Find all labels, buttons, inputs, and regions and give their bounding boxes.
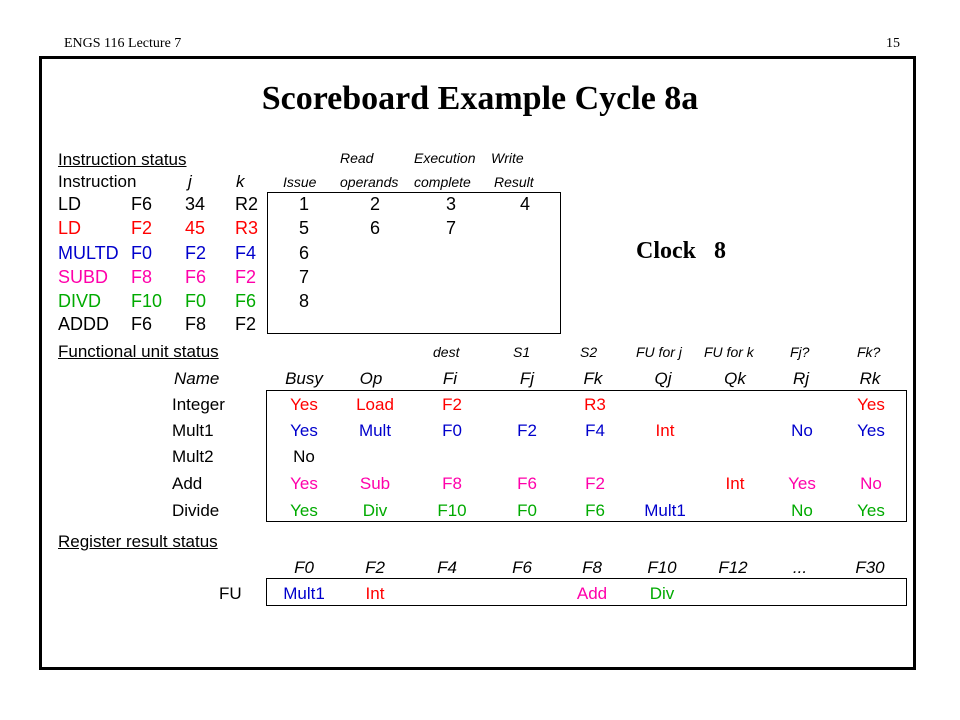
- fu-fk: F6: [585, 501, 605, 520]
- fu-rk: Yes: [857, 421, 885, 440]
- instr-issue: 1: [298, 194, 309, 214]
- instr-k: F4: [235, 243, 257, 263]
- fu-header-fk: Fk?: [857, 344, 881, 360]
- instr-dest: F6: [131, 194, 153, 214]
- fu-busy: Yes: [290, 421, 318, 440]
- fu-fi: F2: [442, 395, 462, 414]
- clock-display: [636, 238, 726, 265]
- slide-title: Scoreboard Example Cycle 8a: [261, 80, 699, 117]
- header-page-number: 15: [886, 36, 900, 51]
- fu-busy: No: [293, 447, 315, 466]
- fu-header-s2: S2: [580, 344, 598, 360]
- instruction-status-label: Instruction status: [58, 150, 187, 169]
- header-issue: Issue: [283, 174, 317, 190]
- instr-op: ADDD: [58, 314, 110, 334]
- instr-k: R3: [235, 218, 259, 238]
- instr-read-operands: 2: [369, 194, 380, 214]
- register-header: F10: [647, 558, 677, 577]
- fu-header-fj: Fj: [519, 369, 535, 388]
- instr-dest: F10: [131, 291, 163, 311]
- fu-fi: F8: [442, 474, 462, 493]
- register-header: F30: [855, 558, 885, 577]
- fu-header-name: Name: [174, 369, 220, 388]
- fu-rk: Yes: [857, 395, 885, 414]
- header-read: Read: [340, 150, 374, 166]
- fu-header-s1: S1: [513, 344, 531, 360]
- fu-header-fi: Fi: [442, 369, 458, 388]
- instr-k: R2: [235, 194, 259, 214]
- instr-dest: F2: [131, 218, 153, 238]
- instr-k: F6: [235, 291, 257, 311]
- fu-rj: Yes: [788, 474, 816, 493]
- instr-j: 45: [185, 218, 206, 238]
- instr-k: F2: [235, 314, 257, 334]
- fu-name: Mult1: [172, 421, 214, 440]
- fu-header-fk: Fk: [583, 369, 603, 388]
- fu-header-qj: Qj: [654, 369, 672, 388]
- fu-header-fj: Fj?: [790, 344, 810, 360]
- instr-issue: 7: [298, 267, 309, 287]
- register-value: Add: [576, 584, 608, 603]
- instr-op: LD: [58, 194, 82, 214]
- register-header: F4: [437, 558, 457, 577]
- fu-header-busy: Busy: [285, 369, 323, 388]
- instr-issue: 8: [298, 291, 309, 311]
- fu-fk: F2: [585, 474, 605, 493]
- clock-value: 8: [714, 238, 726, 264]
- header-operands: operands: [340, 174, 399, 190]
- fu-op: Mult: [358, 421, 392, 440]
- fu-fj: F6: [517, 474, 537, 493]
- register-header: F0: [294, 558, 314, 577]
- header-complete: complete: [414, 174, 471, 190]
- register-header: F12: [718, 558, 748, 577]
- register-value: Div: [649, 584, 675, 603]
- header-instruction: Instruction: [58, 172, 137, 191]
- instr-dest: F0: [131, 243, 153, 263]
- fu-qj: Mult1: [644, 501, 686, 520]
- register-header: F6: [512, 558, 532, 577]
- register-value: Int: [365, 584, 385, 603]
- fu-header-rk: Rk: [859, 369, 881, 388]
- instr-j: 34: [185, 194, 206, 214]
- instr-read-operands: 6: [369, 218, 380, 238]
- header-result: Result: [494, 174, 534, 190]
- fu-busy: Yes: [290, 501, 318, 520]
- instr-op: LD: [58, 218, 82, 238]
- fu-qj: Int: [655, 421, 675, 440]
- fu-name: Integer: [172, 395, 225, 414]
- instr-dest: F8: [131, 267, 153, 287]
- fu-fj: F0: [517, 501, 537, 520]
- fu-fi: F10: [437, 501, 467, 520]
- fu-fi: F0: [442, 421, 462, 440]
- fu-busy: Yes: [290, 474, 318, 493]
- register-value: Mult1: [283, 584, 325, 603]
- header-k: k: [236, 172, 245, 191]
- register-header: F2: [365, 558, 385, 577]
- fu-rj: No: [791, 501, 813, 520]
- instr-j: F6: [185, 267, 207, 287]
- instr-j: F8: [185, 314, 207, 334]
- fu-header-fu-for-k: FU for k: [704, 344, 754, 360]
- instr-op: MULTD: [58, 243, 119, 263]
- fu-fk: R3: [584, 395, 606, 414]
- fu-busy: Yes: [290, 395, 318, 414]
- instr-exec-complete: 3: [445, 194, 456, 214]
- fu-op: Div: [362, 501, 388, 520]
- fu-op: Sub: [359, 474, 391, 493]
- instr-k: F2: [235, 267, 257, 287]
- header-write: Write: [491, 150, 524, 166]
- instr-op: DIVD: [58, 291, 102, 311]
- fu-header-dest: dest: [433, 344, 460, 360]
- fu-op: Load: [356, 395, 394, 414]
- register-header: F8: [582, 558, 602, 577]
- instr-dest: F6: [131, 314, 153, 334]
- register-result-status-label: Register result status: [58, 532, 218, 551]
- header-j: j: [188, 172, 192, 191]
- fu-header-op: Op: [359, 369, 383, 388]
- fu-name: Mult2: [172, 447, 214, 466]
- fu-rj: No: [791, 421, 813, 440]
- instr-j: F0: [185, 291, 207, 311]
- instr-j: F2: [185, 243, 207, 263]
- functional-unit-status-label: Functional unit status: [58, 342, 219, 361]
- instr-write-result: 4: [519, 194, 530, 214]
- instruction-status-box: [267, 192, 561, 334]
- instr-op: SUBD: [58, 267, 109, 287]
- fu-rk: No: [860, 474, 882, 493]
- instr-issue: 5: [298, 218, 309, 238]
- fu-name: Divide: [172, 501, 220, 520]
- instr-exec-complete: 7: [445, 218, 456, 238]
- header-course-label: ENGS 116 Lecture 7: [64, 36, 182, 51]
- header-execution: Execution: [414, 150, 476, 166]
- fu-fk: F4: [585, 421, 605, 440]
- instr-issue: 6: [298, 243, 309, 263]
- register-row-label: FU: [219, 584, 242, 603]
- clock-label: Clock: [636, 238, 696, 264]
- fu-qk: Int: [725, 474, 745, 493]
- fu-header-fu-for-j: FU for j: [636, 344, 682, 360]
- fu-header-qk: Qk: [724, 369, 746, 388]
- fu-rk: Yes: [857, 501, 885, 520]
- fu-name: Add: [172, 474, 203, 493]
- register-header: ...: [792, 558, 808, 577]
- fu-fj: F2: [517, 421, 537, 440]
- fu-header-rj: Rj: [792, 369, 810, 388]
